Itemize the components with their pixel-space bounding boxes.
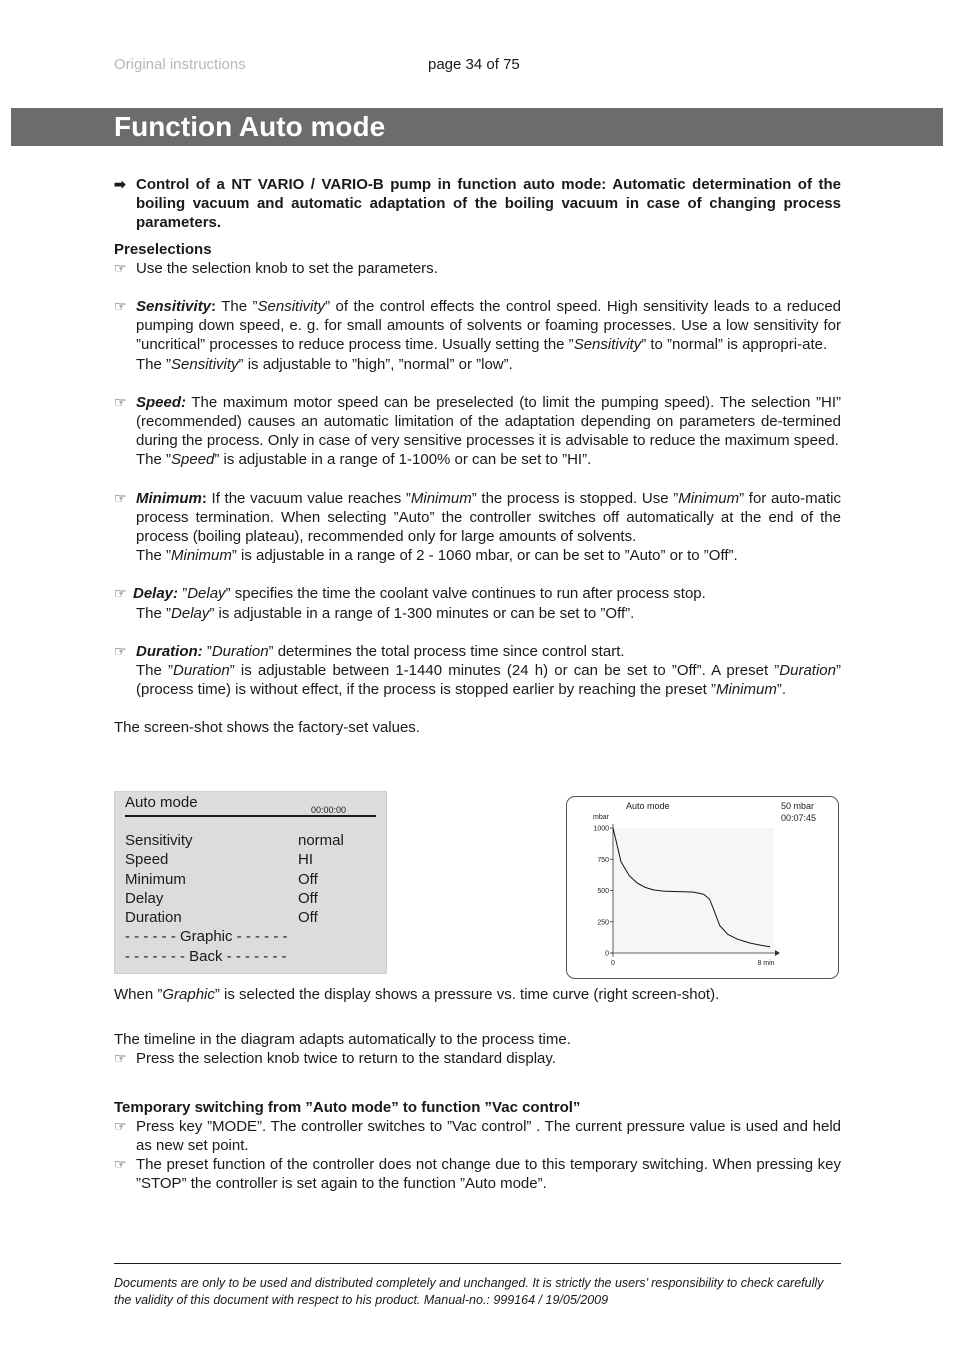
lcd-row-speed [125,850,344,869]
text: ” for auto-matic process termination. When selecting ”Auto” the controller switches off automatically at the end of the process (boiling plateau), recommended only for large amounts of solvents. [136,489,841,546]
text: ”. [776,681,787,699]
pointing-hand-icon: ☞ [114,489,127,506]
lcd-title: Auto mode [125,794,198,811]
text-italic: Graphic [162,986,215,1003]
text: The ” [136,355,172,373]
lcd-value: Off [298,889,318,907]
minimum-item [114,489,841,566]
text: ” is adjustable in a range of 2 - 1060 mbar, or can be set to ”Auto” or to ”Off”. [231,547,738,565]
text-italic: Duration [779,662,836,680]
lcd-back-item: - - - - - - - Back - - - - - - - [125,947,287,965]
minimum-term: Minimum [136,489,202,507]
sensitivity-colon: : [211,298,217,316]
y-tick-label: 0 [605,950,609,958]
text-italic: Minimum [716,681,777,699]
text: ” is adjustable to ”high”, ”normal” or ”low”. [238,355,513,373]
lcd-graphic-item: - - - - - - Graphic - - - - - - [125,928,288,946]
press-twice-text: Press the selection knob twice to return to the standard display. [136,1050,556,1068]
plot-area [613,828,774,953]
footer-disclaimer: Documents are only to be used and distributed completely and unchanged. It is strictly the users’ responsibility to check carefully the validity of this document with respect to his product. Manual-no.: 999164 / 19/05/2009 [114,1276,824,1307]
y-tick-label: 750 [597,856,609,864]
text: ” (process time) is without effect, if the process is stopped earlier by reaching the preset ” [136,662,841,699]
list-item [114,259,841,278]
text: If the vacuum value reaches ” [206,489,411,507]
text: The maximum motor speed can be preselected (to limit the pumping speed). The selection ”HI” (recommended) causes an automatic limitation of the adaptation depending on parameters de-termined during the process. Only in case of very sensitive processes it is advisable to reduce the maximum speed. [136,393,841,450]
text-italic: Speed [171,451,215,469]
graphic-explanation [114,985,841,1004]
text: ” [202,642,212,660]
pointing-hand-icon: ☞ [114,1050,127,1067]
pointing-hand-icon: ☞ [114,1156,127,1173]
text-italic: Sensitivity [171,355,239,373]
speed-term: Speed: [136,393,187,411]
text: ” the process is stopped. Use ” [471,489,679,507]
text: ” determines the total process time since control start. [268,642,625,660]
text: ” of the control effects the control speed. High sensitivity leads to a reduced pumping down speed, e. g. for small amounts of solvents or foaming processes. Use a low sensitivity for ”uncritical” processes to reduce process time. Usually setting the ” [136,298,842,354]
screenshot-caption: The screen-shot shows the factory-set values. [114,719,420,737]
x-tick-label-end: 8 min [757,960,775,967]
lcd-value: Off [298,909,318,927]
text-italic: Duration [173,662,230,680]
page-number: page 34 of 75 [428,56,520,73]
text: ” is adjustable in a range of 1-300 minutes or can be set to ”Off”. [209,604,635,622]
lower-content [114,985,841,1194]
y-tick-label: 250 [597,919,609,927]
text: The ” [136,451,172,469]
text: The ” [136,662,174,680]
text: The ” [216,298,258,316]
graph-time-readout: 00:07:45 [781,813,817,823]
text: ” specifies the time the coolant valve continues to run after process stop. [225,585,706,603]
text: When ” [114,986,163,1003]
lcd-value: normal [298,832,344,849]
title-bar [11,108,943,146]
list-item [114,1155,841,1193]
knob-instruction: Use the selection knob to set the parameters. [136,259,438,277]
pressure-time-chart [567,797,838,978]
pointing-hand-icon: ☞ [114,642,127,659]
temp-switch-heading: Temporary switching from ”Auto mode” to function ”Vac control” [114,1098,581,1116]
text: ” is selected the display shows a pressure vs. time curve (right screen-shot). [214,986,720,1003]
lcd-key: Speed [125,851,169,869]
stop-key-text: The preset function of the controller does not change due to this temporary switching. When pressing key ”STOP” the controller is set again to the function ”Auto mode”. [136,1156,841,1193]
header-document-type: Original instructions [114,56,246,73]
preselections-heading: Preselections [114,240,212,258]
pointing-hand-icon: ☞ [114,1117,127,1134]
lcd-row-minimum [125,870,344,889]
pointing-hand-icon: ☞ [114,393,127,410]
lcd-divider [125,815,376,817]
minimum-colon: : [201,489,207,507]
footer-divider [114,1263,841,1264]
text: ” to ”normal” is appropri-ate. [641,336,828,354]
intro-text: Control of a NT VARIO / VARIO-B pump in function auto mode: Automatic determination of the boiling vacuum and automatic adaptation of the boiling vacuum in case of changing process parameters. [136,176,841,232]
graph-display [566,796,839,979]
text: ” is adjustable in a range of 1-100% or can be set to ”HI”. [214,451,592,469]
text-italic: Delay [171,604,210,622]
pointing-hand-icon: ☞ [114,298,127,315]
timeline-text: The timeline in the diagram adapts automatically to the process time. [114,1031,571,1049]
text-italic: Sensitivity [257,298,326,316]
speed-item [114,393,841,470]
pointing-hand-icon: ☞ [114,259,127,276]
delay-item [114,584,841,622]
y-tick-label: 500 [597,888,609,895]
graph-pressure-readout: 50 mbar [781,801,815,811]
sensitivity-item [114,297,841,374]
lcd-value: HI [298,851,313,869]
intro-item [114,175,841,233]
lcd-row-sensitivity [125,831,344,850]
sensitivity-term: Sensitivity [136,298,212,316]
duration-item [114,642,841,700]
text: ” is adjustable between 1-1440 minutes (24 h) or can be set to ”Off”. A preset ” [229,662,780,680]
lcd-value: Off [298,870,318,888]
lcd-menu [125,831,344,966]
page-title: Function Auto mode [114,111,386,142]
text-italic: Delay [187,585,226,603]
text-italic: Sensitivity [573,336,642,354]
text: ” [178,585,188,603]
right-arrow-icon: ➡ [114,176,126,192]
main-content [114,175,841,738]
lcd-key: Delay [125,889,164,907]
lcd-row-delay [125,889,344,908]
delay-term: Delay: [133,585,179,603]
lcd-time: 00:00:00 [311,805,347,815]
x-axis-arrow [775,950,780,956]
text-italic: Minimum [410,489,472,507]
text: The ” [136,547,172,565]
graph-title: Auto mode [626,801,670,811]
pointing-hand-icon: ☞ [114,585,127,602]
lcd-display [114,791,387,974]
duration-term: Duration: [136,642,203,660]
list-item [114,1117,841,1155]
text-italic: Duration [211,642,269,660]
lcd-row-duration [125,908,344,927]
list-item [114,1049,841,1068]
y-axis-unit: mbar [593,814,609,821]
lcd-key: Sensitivity [125,832,193,849]
mode-key-text: Press key ”MODE”. The controller switches to ”Vac control” . The current pressure value is used and held as new set point. [136,1117,841,1155]
text-italic: Minimum [678,489,740,507]
x-tick-label-start: 0 [611,960,615,967]
lcd-key: Duration [125,909,182,927]
lcd-key: Minimum [125,870,186,888]
text: The ” [136,604,172,622]
text-italic: Minimum [171,547,232,565]
y-tick-label: 1000 [593,825,609,833]
